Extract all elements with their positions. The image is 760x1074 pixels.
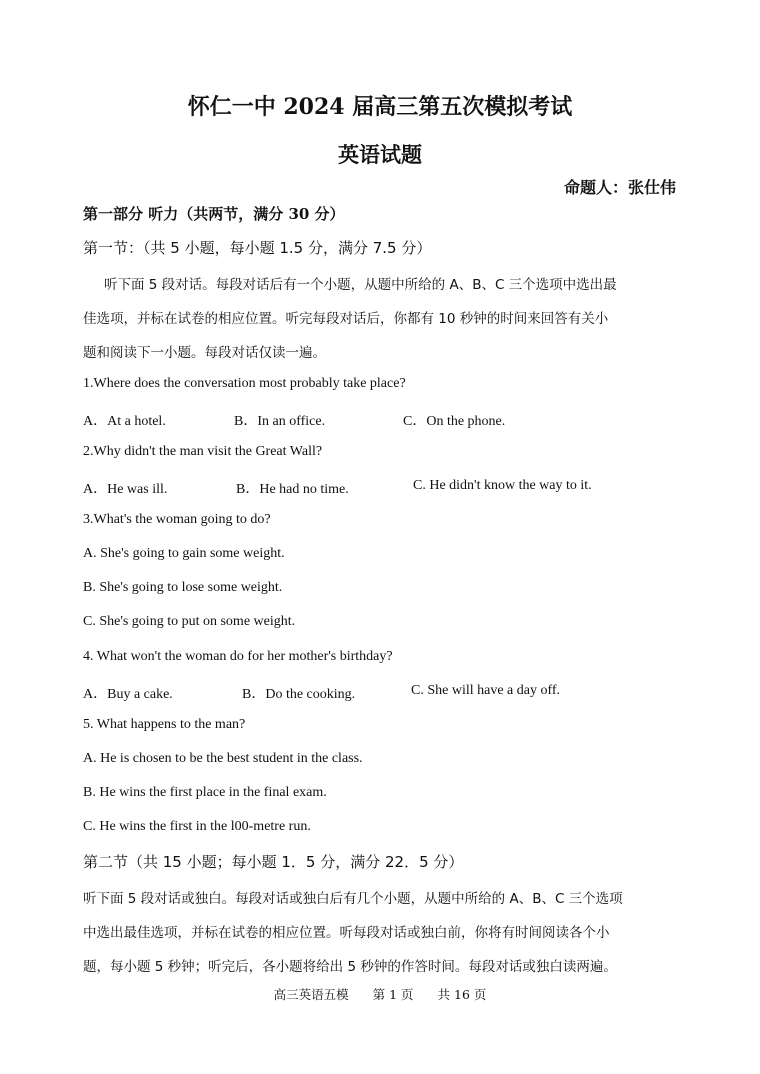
option-c: C. She will have a day off. bbox=[411, 683, 561, 698]
exam-subtitle: 英语试题 bbox=[338, 142, 422, 167]
section2-instruction-line: 听下面 5 段对话或独白。每段对话或独白后有几个小题，从题中所给的 A、B、C 三个选项 bbox=[83, 891, 623, 907]
option-b: B. He wins the first place in the final exam. bbox=[83, 785, 327, 800]
option-a: A．He was ill. bbox=[83, 482, 168, 497]
footer-page-number: 第 1 页 bbox=[372, 987, 414, 1002]
option-a: A．Buy a cake. bbox=[83, 687, 173, 702]
part1-heading: 第一部分 听力（共两节，满分 30 分） bbox=[83, 205, 345, 223]
question-stem: 4. What won't the woman do for her mother's birthday? bbox=[83, 649, 393, 664]
option-c: C. He wins the first in the l00-metre run. bbox=[83, 819, 311, 834]
question-stem: 3.What's the woman going to do? bbox=[83, 512, 271, 527]
section1-instruction-line: 听下面 5 段对话。每段对话后有一个小题，从题中所给的 A、B、C 三个选项中选出最 bbox=[104, 277, 617, 293]
option-a: A．At a hotel. bbox=[83, 414, 166, 429]
question-stem: 5. What happens to the man? bbox=[83, 717, 246, 732]
section1-instruction-line: 题和阅读下一小题。每段对话仅读一遍。 bbox=[83, 345, 326, 361]
option-b: B. She's going to lose some weight. bbox=[83, 580, 283, 595]
question-stem: 2.Why didn't the man visit the Great Wall? bbox=[83, 444, 323, 459]
option-c: C. He didn't know the way to it. bbox=[413, 478, 592, 493]
option-a: A. He is chosen to be the best student in the class. bbox=[83, 751, 363, 766]
section2-instruction-line: 中选出最佳选项，并标在试卷的相应位置。听每段对话或独白前，你将有时间阅读各个小 bbox=[83, 925, 610, 941]
option-c: C. She's going to put on some weight. bbox=[83, 614, 296, 629]
option-b: B．Do the cooking. bbox=[242, 687, 356, 702]
footer-exam-name: 高三英语五模 bbox=[273, 987, 349, 1002]
question-stem: 1.Where does the conversation most probably take place? bbox=[83, 376, 406, 391]
option-b: B．He had no time. bbox=[236, 482, 349, 497]
page-footer bbox=[0, 985, 760, 1003]
section1-instruction-line: 佳选项，并标在试卷的相应位置。听完每段对话后，你都有 10 秒钟的时间来回答有关小 bbox=[83, 311, 609, 327]
author-line: 命题人：张仕伟 bbox=[563, 178, 676, 197]
section1-heading: 第一节：（共 5 小题，每小题 1.5 分，满分 7.5 分） bbox=[83, 239, 432, 257]
option-a: A. She's going to gain some weight. bbox=[83, 546, 285, 561]
exam-title: 怀仁一中 2024 届高三第五次模拟考试 bbox=[187, 94, 573, 120]
section2-heading: 第二节（共 15 小题；每小题 1．5 分，满分 22．5 分） bbox=[83, 853, 464, 871]
option-b: B．In an office. bbox=[234, 414, 326, 429]
option-c: C．On the phone. bbox=[403, 414, 506, 429]
footer-total-pages: 共 16 页 bbox=[437, 987, 487, 1002]
section2-instruction-line: 题，每小题 5 秒钟；听完后，各小题将给出 5 秒钟的作答时间。每段对话或独白读两遍。 bbox=[83, 959, 617, 975]
